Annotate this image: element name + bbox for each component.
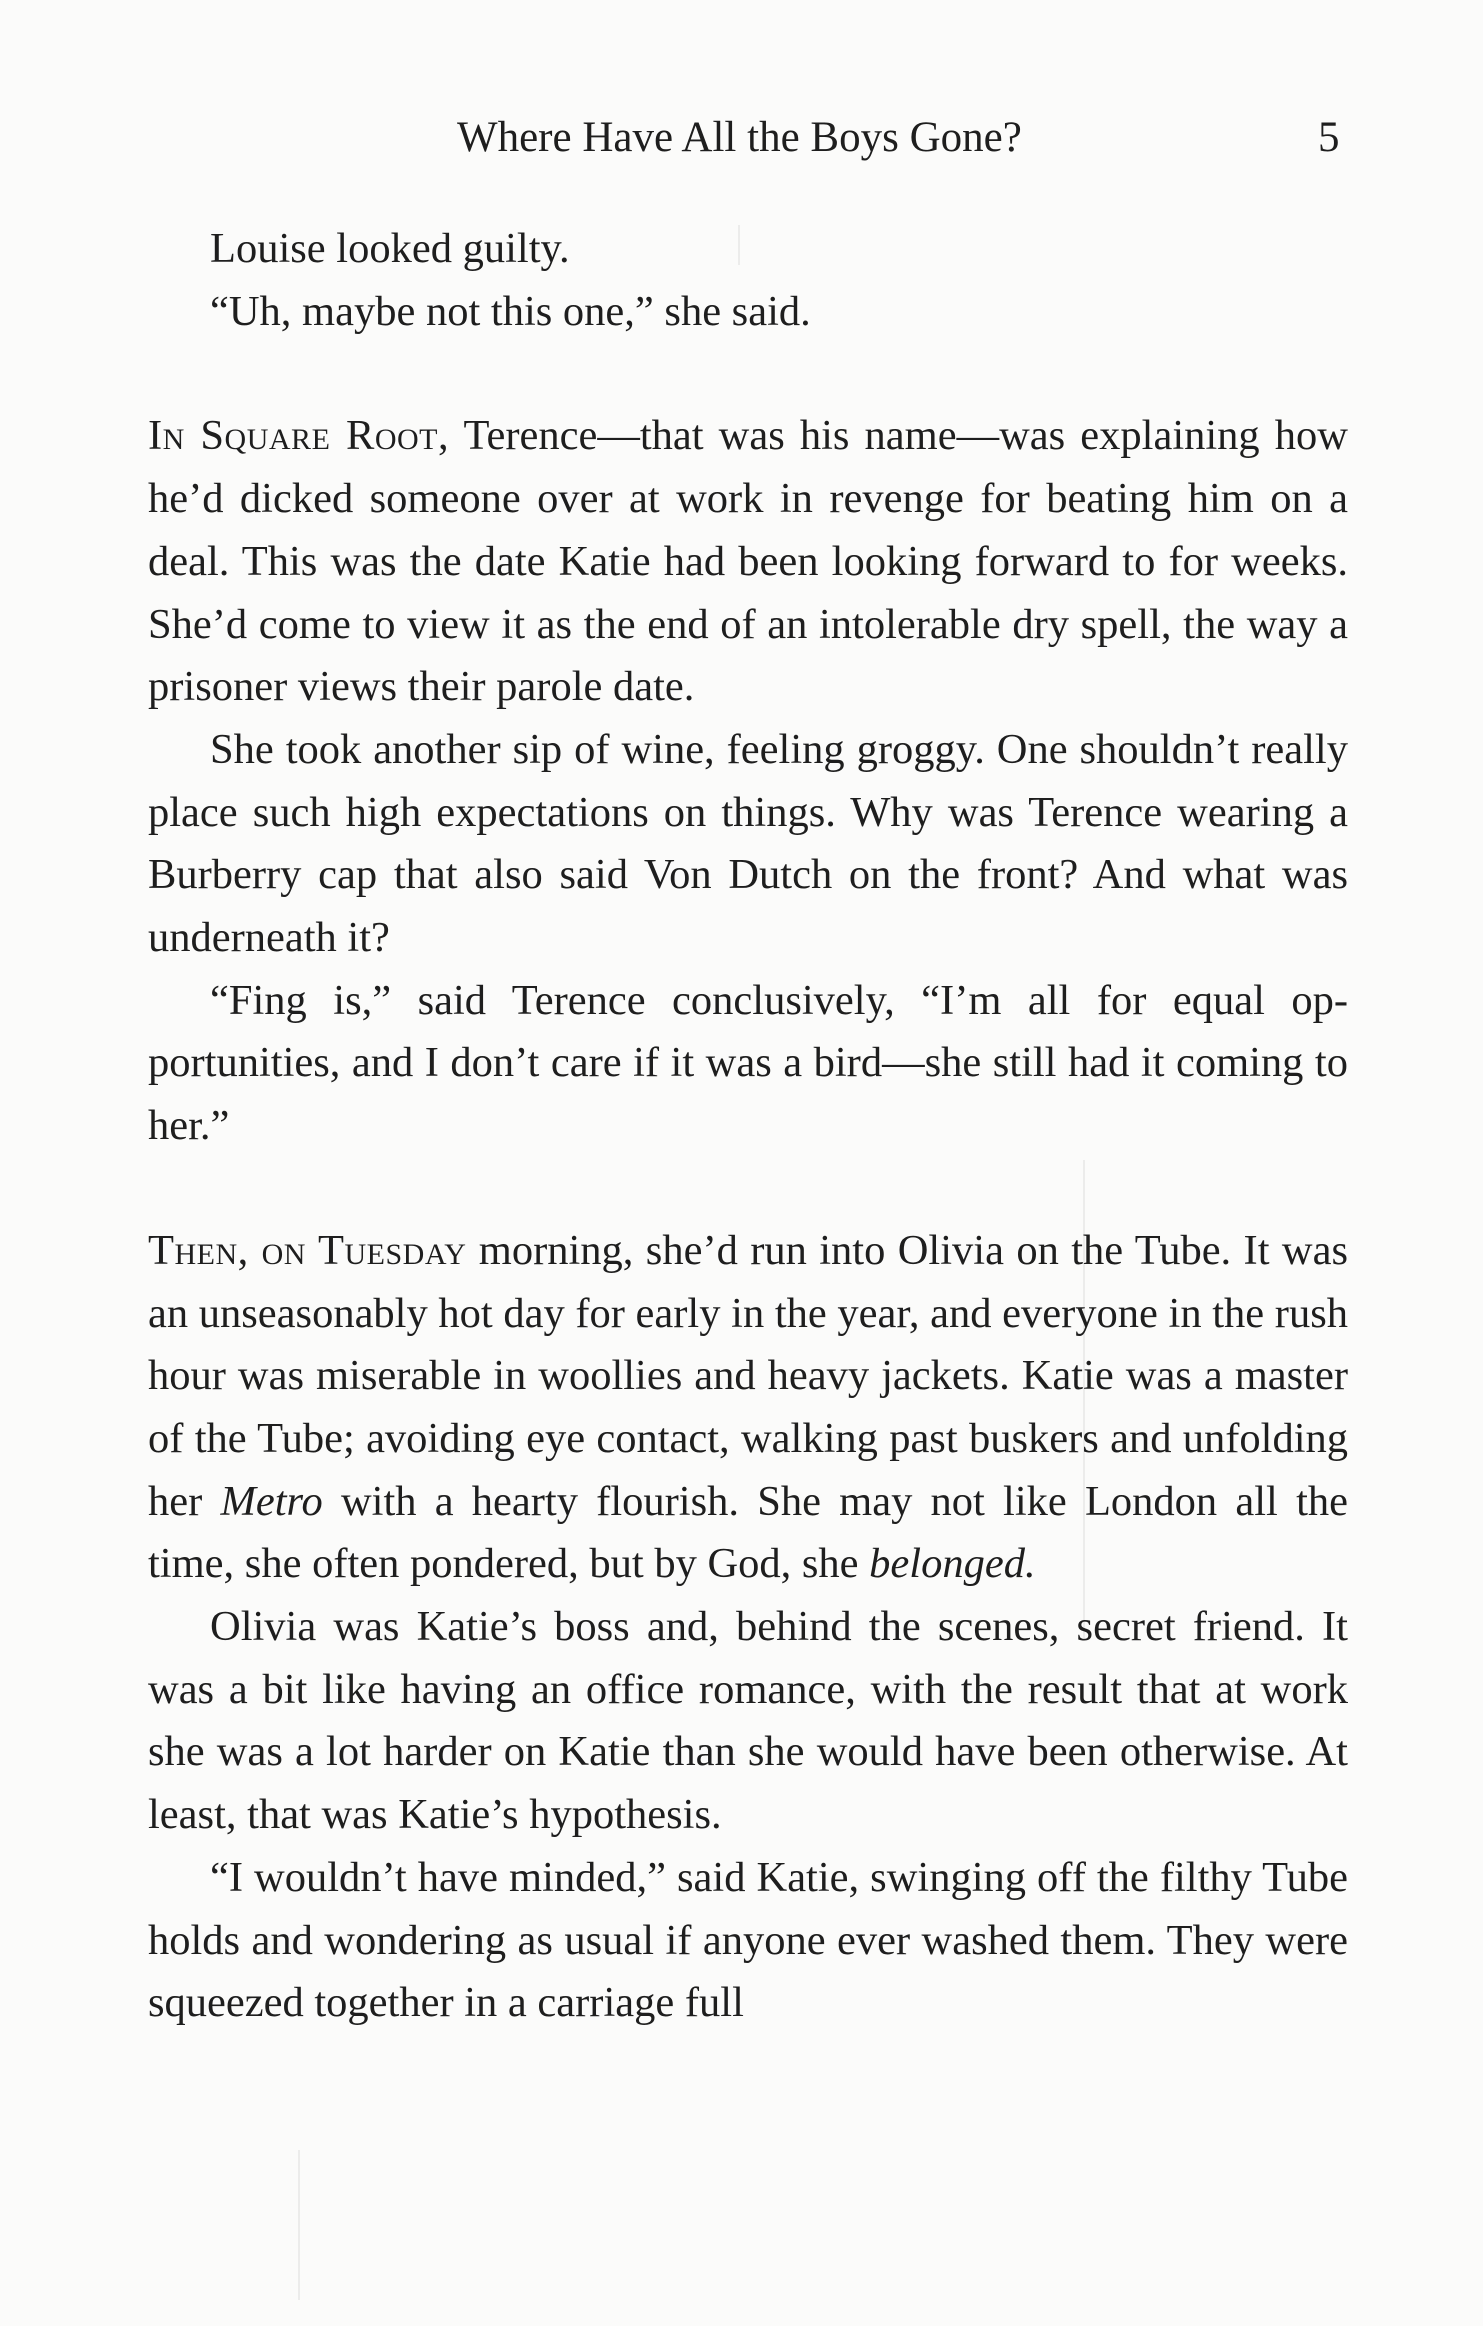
paragraph-text: Olivia was Katie’s boss and, behind the scenes, secret friend. It was a bit like having an office romance, with the result that at work she was a lot harder on Katie than she would have been otherwise. At least, that was Katie’s hypothesis. xyxy=(148,1603,1348,1839)
italic-text: Metro xyxy=(220,1477,323,1525)
paragraph-text: Louise looked guilty. xyxy=(210,225,570,272)
paragraph xyxy=(148,970,1348,1158)
paragraph xyxy=(148,281,1348,344)
paragraph xyxy=(148,1847,1348,2035)
page-number: 5 xyxy=(1318,114,1340,161)
paragraph xyxy=(148,1596,1348,1847)
paragraph xyxy=(148,719,1348,970)
paragraph-text: “Fing is,” said Terence conclusively, “I’m all for equal opportunities, and I don’t care if it was a bird—she still had it coming to her.” xyxy=(148,976,1348,1150)
paragraph-text: “Uh, maybe not this one,” she said. xyxy=(210,287,811,335)
paragraph xyxy=(148,218,1348,281)
body-text xyxy=(148,218,1348,2035)
scan-artifact-line xyxy=(298,2150,300,2300)
italic-text: belonged. xyxy=(869,1540,1036,1588)
paragraph-text: morning, she’d run into Olivia on the Tube. It was an unseasonably hot day for early in the year, and everyone in the rush hour was miserable in woollies and heavy jackets. Katie was a master of the Tube; avoiding eye contact, walking past buskers and unfolding her xyxy=(148,1226,1348,1525)
paragraph-text: She took another sip of wine, feeling groggy. One shouldn’t really place such high expectations on things. Why was Terence wearing a Burberry cap that also said Von Dutch on the front? And what was underneath it? xyxy=(148,725,1348,962)
section-start-paragraph xyxy=(148,405,1348,719)
section-lead-in: Then, on Tuesday xyxy=(148,1226,467,1274)
paragraph-text: “I wouldn’t have minded,” said Katie, swinging off the filthy Tube holds and wondering as usual if anyone ever washed them. They were squeezed together in a carriage full xyxy=(148,1853,1348,2027)
paragraph-text: Terence—that was his name—was explaining how he’d dicked someone over at work in revenge for beating him on a deal. This was the date Katie had been looking forward to for weeks. She’d come to view it as the end of an intolerable dry spell, the way a prisoner views their parole date. xyxy=(148,412,1348,711)
running-header xyxy=(0,108,1483,168)
paragraph-text: with a hearty flourish. She may not like London all the time, she often pondered, but by God, she xyxy=(148,1477,1348,1588)
section-lead-in: In Square Root, xyxy=(148,412,450,460)
section-start-paragraph xyxy=(148,1220,1348,1596)
running-title: Where Have All the Boys Gone? xyxy=(457,114,1022,161)
